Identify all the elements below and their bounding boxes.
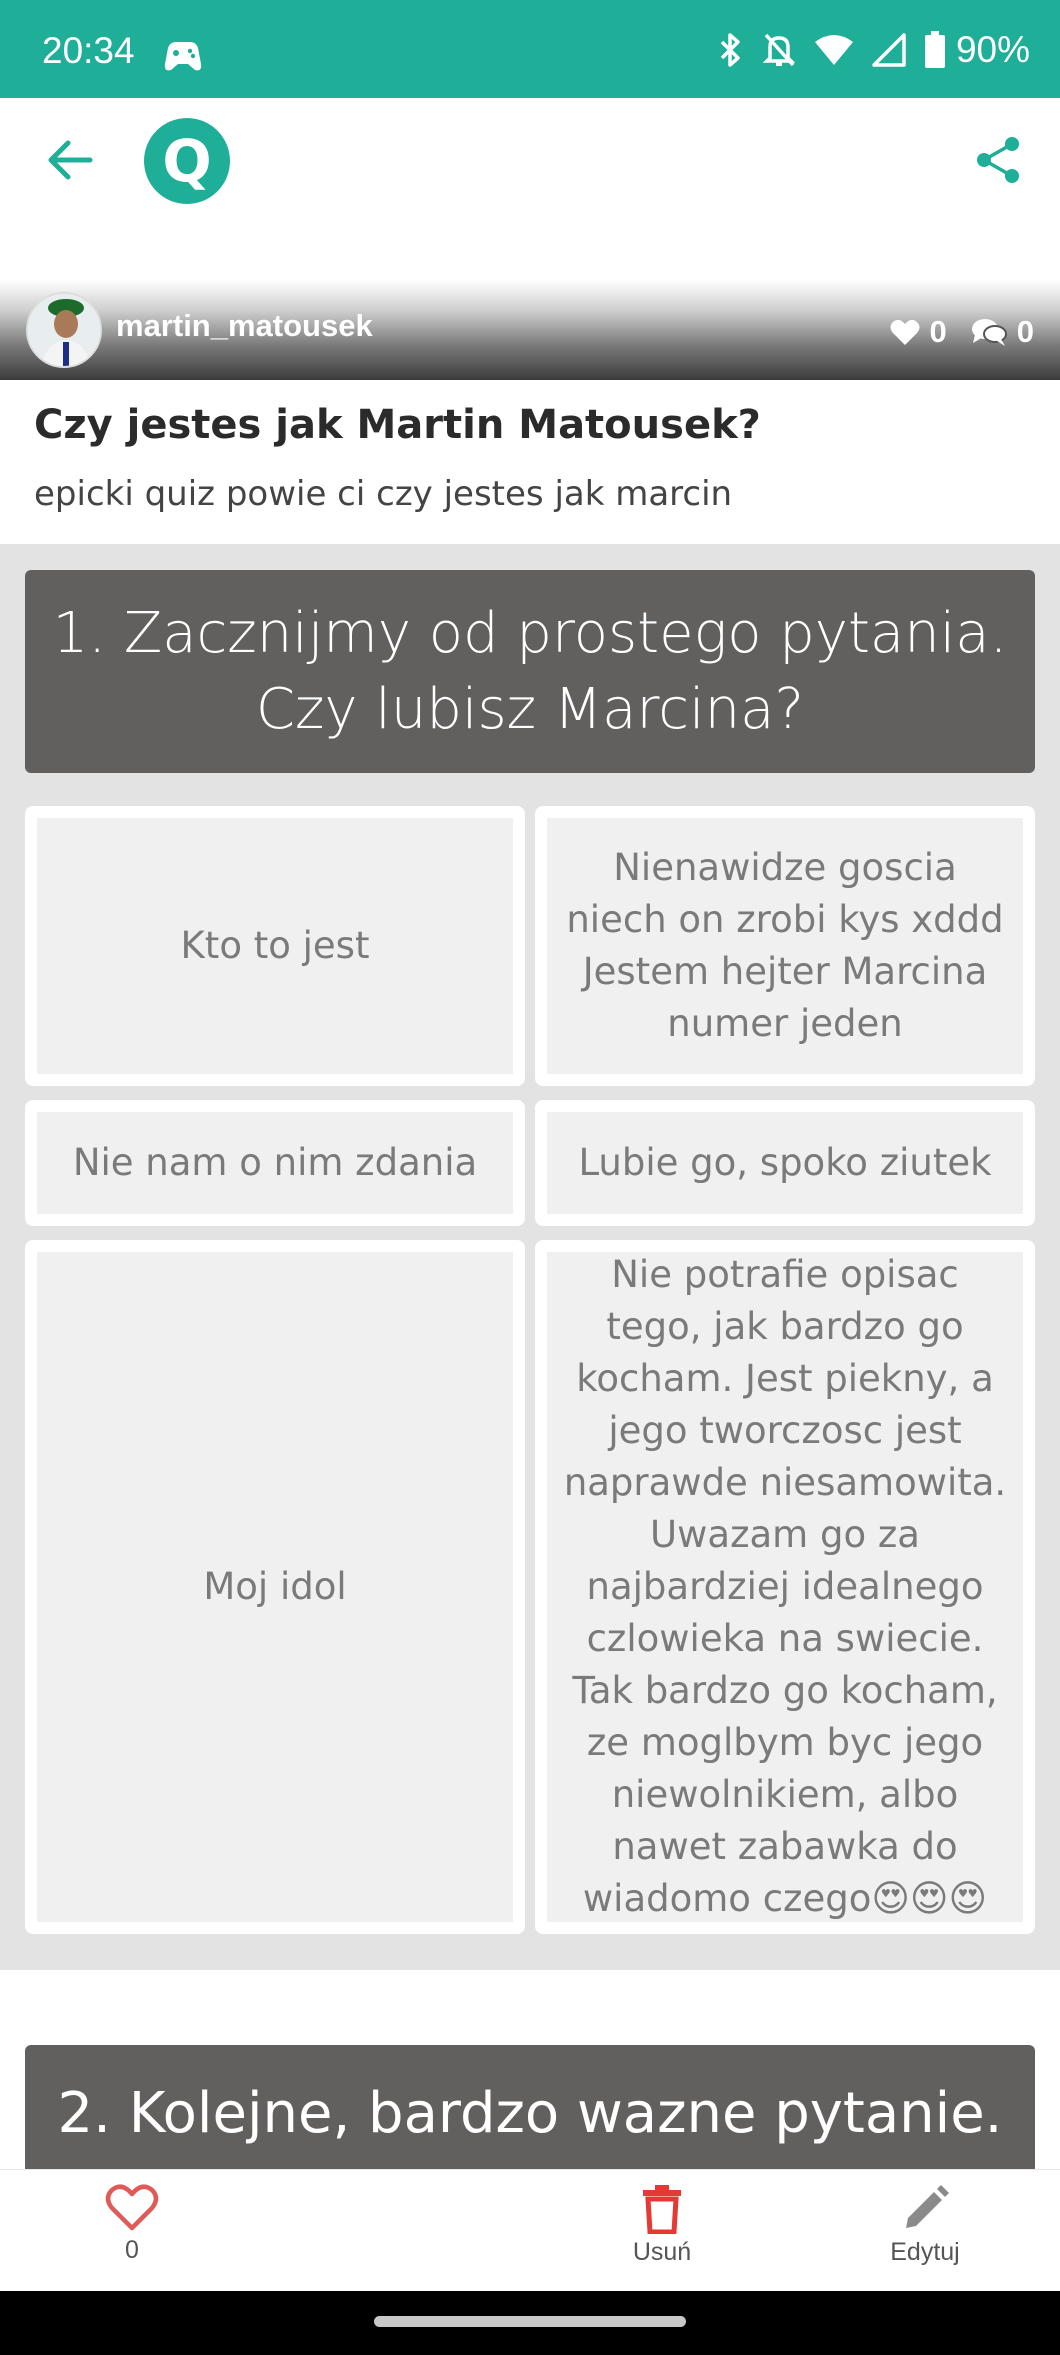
question-text: 2. Kolejne, bardzo wazne pytanie. (25, 2045, 1035, 2175)
heart-icon (890, 319, 920, 346)
answer-option[interactable] (535, 806, 1035, 1086)
pencil-icon (900, 2184, 950, 2234)
likes-stat (890, 314, 947, 350)
status-time: 20:34 (42, 30, 135, 71)
avatar[interactable] (26, 292, 102, 368)
avatar-image (28, 294, 102, 368)
answer-option[interactable] (25, 806, 525, 1086)
edit-label: Edytuj (890, 2238, 960, 2266)
notifications-off-icon (762, 32, 796, 68)
answer-option[interactable] (535, 1100, 1035, 1226)
comments-stat (971, 314, 1034, 350)
answer-label: Kto to jest (37, 818, 513, 1074)
home-gesture-handle[interactable] (374, 2316, 686, 2327)
answer-option[interactable] (535, 1240, 1035, 1934)
quiz-description: epicki quiz powie ci czy jestes jak marcin (34, 474, 733, 514)
author-strip (0, 280, 1060, 380)
system-navigation-bar (0, 2291, 1060, 2355)
answer-label: Moj idol (37, 1252, 513, 1922)
battery-percent: 90% (955, 29, 1030, 70)
app-bar (0, 98, 1060, 280)
heart-outline-icon (105, 2184, 159, 2232)
signal-icon (872, 33, 906, 67)
delete-label: Usuń (632, 2238, 692, 2266)
comments-count: 0 (1016, 314, 1034, 349)
back-arrow-icon[interactable] (42, 130, 102, 190)
answer-label: Nie potrafie opisac tego, jak bardzo go kocham. Jest piekny, a jego tworczosc jest naprawde niesamowita. Uwazam go za najbardziej idealnego czlowieka na swiecie. Tak bardzo go kocham, ze moglbym byc jego niewolnikiem, albo nawet zabawka do wiadomo czego😍😍😍 (547, 1252, 1023, 1922)
logo-letter: Q (162, 127, 212, 195)
bluetooth-icon (716, 32, 744, 68)
battery-icon (924, 31, 946, 69)
quiz-title: Czy jestes jak Martin Matousek? (34, 402, 761, 448)
bottom-action-bar (0, 2169, 1060, 2291)
answer-label: Lubie go, spoko ziutek (547, 1112, 1023, 1214)
comments-icon (971, 317, 1007, 347)
like-button[interactable] (52, 2184, 212, 2265)
author-name[interactable]: martin_matousek (116, 308, 373, 343)
wifi-icon (814, 34, 854, 66)
question-text: 1. Zacznijmy od prostego pytania. Czy lubisz Marcina? (25, 570, 1035, 773)
edit-button[interactable] (845, 2184, 1005, 2267)
share-icon[interactable] (972, 134, 1024, 186)
answer-label: Nie nam o nim zdania (37, 1112, 513, 1214)
trash-icon (640, 2184, 684, 2234)
author-stats (876, 314, 1035, 350)
app-logo (144, 118, 230, 204)
answer-label: Nienawidze goscia niech on zrobi kys xddd Jestem hejter Marcina numer jeden (547, 818, 1023, 1074)
like-count: 0 (125, 2236, 139, 2264)
delete-button[interactable] (582, 2184, 742, 2267)
answer-option[interactable] (25, 1240, 525, 1934)
answer-option[interactable] (25, 1100, 525, 1226)
likes-count: 0 (929, 314, 947, 349)
status-bar (0, 0, 1060, 98)
game-controller-icon (164, 40, 202, 74)
question-section (0, 544, 1060, 1970)
